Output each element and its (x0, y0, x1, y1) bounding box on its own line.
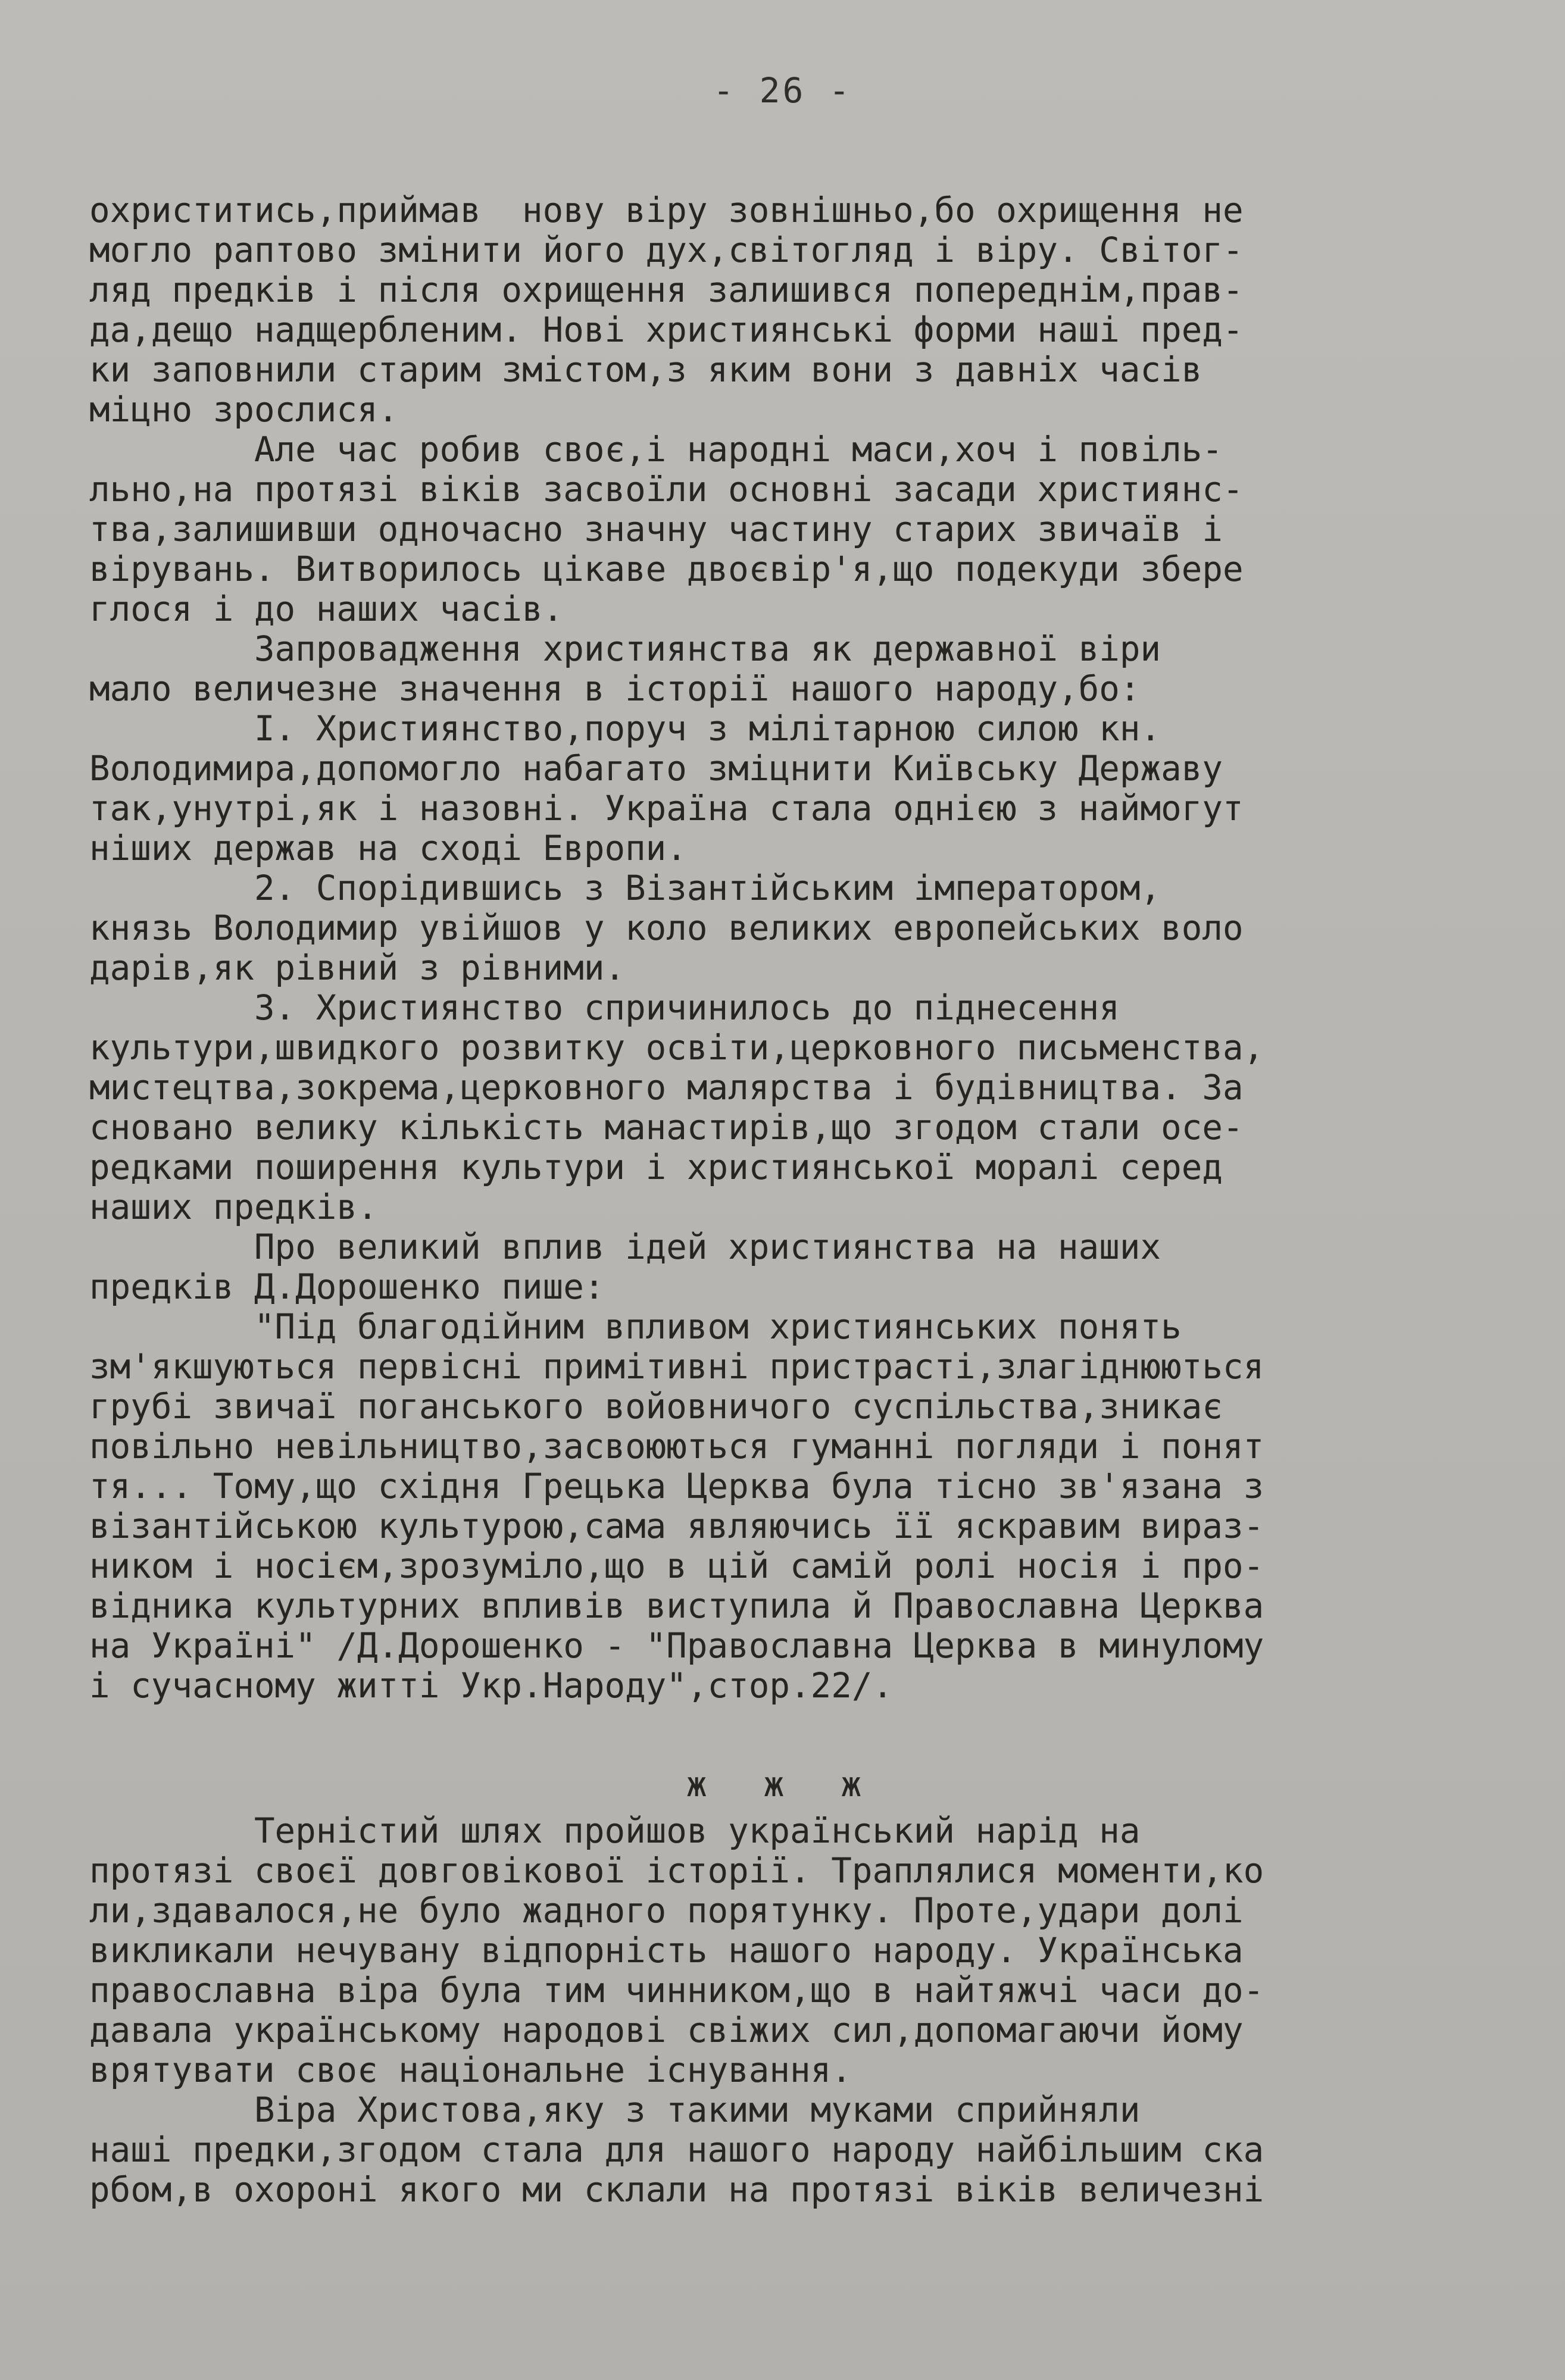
text-line: Про великий вплив ідей християнства на наших (89, 1227, 1161, 1267)
text-line: наші предки,згодом стала для нашого народу найбільшим ска (89, 2130, 1264, 2170)
text-line: І. Християнство,поруч з мілітарною силою кн. (89, 709, 1161, 749)
text-line: врятувати своє національне існування. (89, 2050, 852, 2090)
text-line: ки заповнили старим змістом,з яким вони з давніх часів (89, 350, 1202, 390)
text-line: викликали нечувану відпорність нашого народу. Українська (89, 1931, 1244, 1971)
text-line: рбом,в охороні якого ми склали на протязі віків величезні (89, 2170, 1264, 2210)
text-line: сновано велику кількість манастирів,що згодом стали осе- (89, 1108, 1244, 1147)
text-line: могло раптово змінити його дух,світогляд і віру. Світог- (89, 230, 1244, 270)
quote-line: відника культурних впливів виступила й Православна Церква (89, 1586, 1264, 1626)
text-line: 3. Християнство спричинилось до піднесення (89, 988, 1120, 1028)
text-line: Але час робив своє,і народні маси,хоч і повіль- (89, 430, 1223, 470)
text-line: протязі своєї довговікової історії. Траплялися моменти,ко (89, 1851, 1264, 1891)
text-line: льно,на протязі віків засвоїли основні засади християнс- (89, 470, 1244, 509)
text-line: Віра Христова,яку з такими муками сприйняли (89, 2090, 1141, 2130)
text-line: культури,швидкого розвитку освіти,церковного письменства, (89, 1028, 1264, 1068)
quote-line: візантійською культурою,сама являючись її яскравим вираз- (89, 1506, 1264, 1546)
text-line: ляд предків і після охрищення залишився попереднім,прав- (89, 270, 1244, 310)
text-line: да,дещо надщербленим. Нові християнські форми наші пред- (89, 310, 1244, 350)
text-line: мистецтва,зокрема,церковного малярства і будівництва. За (89, 1068, 1244, 1108)
text-line: охриститись,приймав нову віру зовнішньо,бо охрищення не (89, 190, 1244, 230)
text-block-main (89, 190, 1476, 1706)
text-line: предків Д.Дорошенко пише: (89, 1267, 605, 1307)
text-line: вірувань. Витворилось цікаве двоєвір'я,що подекуди збере (89, 549, 1244, 589)
page-number: - 26 - (713, 70, 852, 111)
text-line: тва,залишивши одночасно значну частину старих звичаїв і (89, 509, 1223, 549)
text-line: ли,здавалося,не було жадного порятунку. Проте,удари долі (89, 1891, 1244, 1931)
quote-line: ником і носієм,зрозуміло,що в цій самій ролі носія і про- (89, 1546, 1264, 1586)
quote-line: повільно невільництво,засвоюються гуманні погляди і понят (89, 1427, 1264, 1466)
text-line: Терністий шлях пройшов український нарід на (89, 1811, 1141, 1851)
text-line: редками поширення культури і християнської моралі серед (89, 1147, 1223, 1187)
text-line: дарів,як рівний з рівними. (89, 948, 626, 988)
text-line: міцно зрослися. (89, 390, 399, 430)
text-block-closing (89, 1811, 1476, 2210)
quote-line: грубі звичаї поганського войовничого суспільства,зникає (89, 1387, 1223, 1427)
text-line: так,унутрі,як і назовні. Україна стала однією з наймогут (89, 789, 1244, 828)
section-separator: ж ж ж (686, 1764, 880, 1804)
quote-line: на Україні" /Д.Дорошенко - "Православна Церква в минулому (89, 1626, 1264, 1666)
quote-line: "Під благодійним впливом християнських понять (89, 1307, 1182, 1347)
quote-line: зм'якшуються первісні примітивні пристрасті,злагіднюються (89, 1347, 1264, 1387)
text-line: Володимира,допомогло набагато зміцнити Київську Державу (89, 749, 1223, 789)
text-line: глося і до наших часів. (89, 589, 564, 629)
page-body (89, 190, 1476, 2210)
text-line: ніших держав на сході Европи. (89, 828, 687, 868)
text-line: мало величезне значення в історії нашого народу,бо: (89, 669, 1141, 709)
quote-line: тя... Тому,що східня Грецька Церква була тісно зв'язана з (89, 1466, 1264, 1506)
text-line: давала українському народові свіжих сил,допомагаючи йому (89, 2010, 1244, 2050)
text-line: князь Володимир увійшов у коло великих европейських воло (89, 908, 1244, 948)
text-line: наших предків. (89, 1187, 378, 1227)
text-line: православна віра була тим чинником,що в найтяжчі часи до- (89, 1971, 1264, 2010)
text-line: Запровадження християнства як державної віри (89, 629, 1161, 669)
text-line: 2. Спорідившись з Візантійським імператором, (89, 868, 1161, 908)
quote-line: і сучасному житті Укр.Народу",стор.22/. (89, 1666, 894, 1706)
